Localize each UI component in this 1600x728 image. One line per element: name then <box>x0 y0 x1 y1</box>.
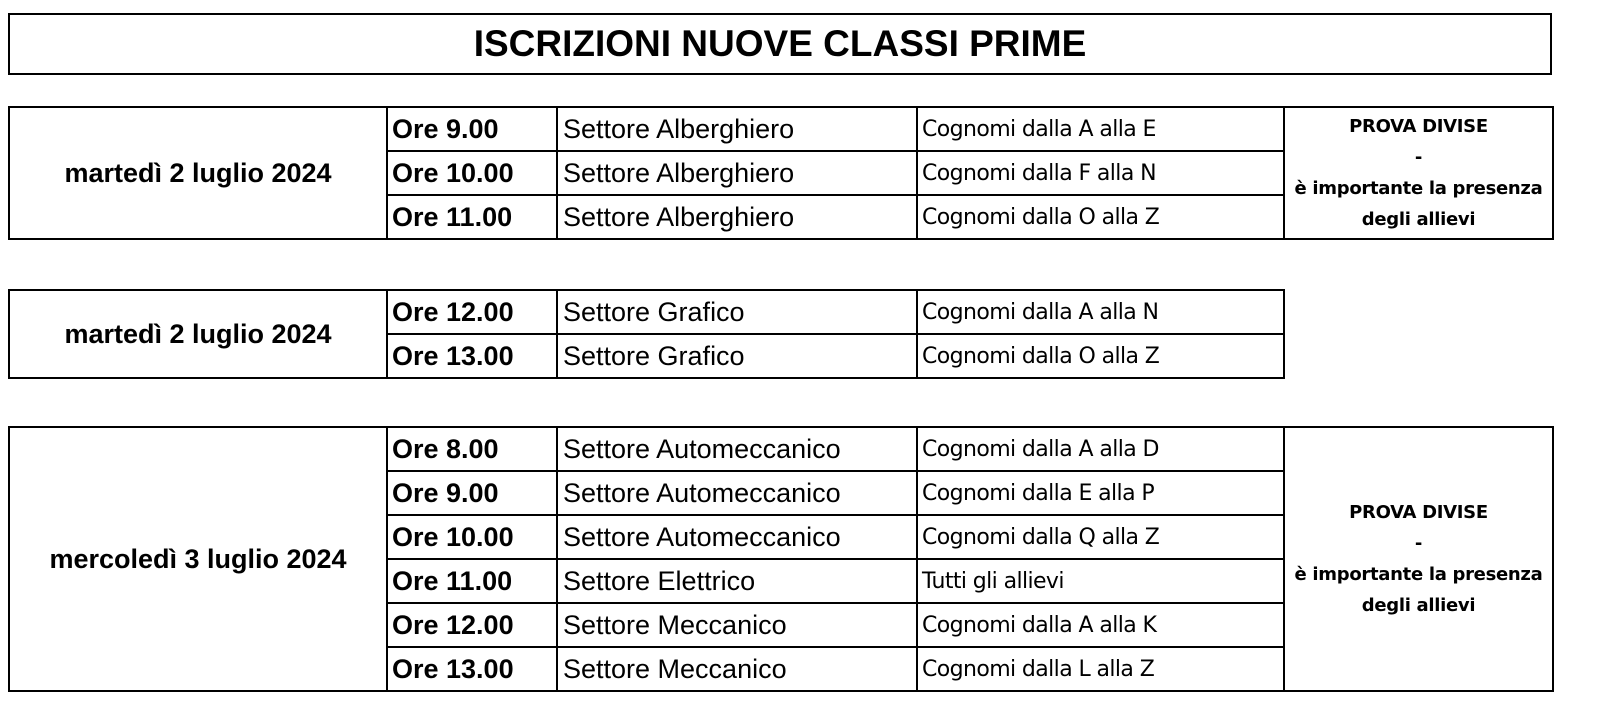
table-row <box>9 107 1553 151</box>
time-cell: Ore 9.00 <box>387 471 557 515</box>
time-cell: Ore 12.00 <box>387 603 557 647</box>
sector-cell: Settore Grafico <box>557 290 917 334</box>
time-cell: Ore 13.00 <box>387 334 557 378</box>
sector-cell: Settore Meccanico <box>557 603 917 647</box>
group-cell: Cognomi dalla A alla K <box>917 603 1284 647</box>
sector-cell: Settore Elettrico <box>557 559 917 603</box>
note-line: - <box>1414 533 1423 554</box>
date-cell: martedì 2 luglio 2024 <box>9 107 387 239</box>
note-line: PROVA DIVISE <box>1349 502 1488 523</box>
group-cell: Tutti gli allievi <box>917 559 1284 603</box>
sector-cell: Settore Alberghiero <box>557 151 917 195</box>
note-line: PROVA DIVISE <box>1349 116 1488 137</box>
note-line: degli allievi <box>1361 209 1476 230</box>
group-cell: Cognomi dalla O alla Z <box>917 334 1284 378</box>
group-cell: Cognomi dalla F alla N <box>917 151 1284 195</box>
time-cell: Ore 9.00 <box>387 107 557 151</box>
schedule-table-1 <box>8 106 1554 240</box>
group-cell: Cognomi dalla A alla N <box>917 290 1284 334</box>
note-line: è importante la presenza <box>1294 178 1543 199</box>
group-cell: Cognomi dalla E alla P <box>917 471 1284 515</box>
table-row <box>9 290 1284 334</box>
time-cell: Ore 13.00 <box>387 647 557 691</box>
note-line: degli allievi <box>1361 595 1476 616</box>
time-cell: Ore 11.00 <box>387 195 557 239</box>
sector-cell: Settore Automeccanico <box>557 515 917 559</box>
group-cell: Cognomi dalla L alla Z <box>917 647 1284 691</box>
sector-cell: Settore Alberghiero <box>557 195 917 239</box>
time-cell: Ore 11.00 <box>387 559 557 603</box>
sector-cell: Settore Alberghiero <box>557 107 917 151</box>
group-cell: Cognomi dalla O alla Z <box>917 195 1284 239</box>
group-cell: Cognomi dalla A alla E <box>917 107 1284 151</box>
date-cell: martedì 2 luglio 2024 <box>9 290 387 378</box>
note-cell <box>1284 427 1553 691</box>
page-title: ISCRIZIONI NUOVE CLASSI PRIME <box>8 13 1552 75</box>
sector-cell: Settore Automeccanico <box>557 471 917 515</box>
time-cell: Ore 10.00 <box>387 515 557 559</box>
group-cell: Cognomi dalla A alla D <box>917 427 1284 471</box>
note-cell <box>1284 107 1553 239</box>
note-line: - <box>1414 147 1423 168</box>
sector-cell: Settore Grafico <box>557 334 917 378</box>
time-cell: Ore 10.00 <box>387 151 557 195</box>
time-cell: Ore 12.00 <box>387 290 557 334</box>
date-cell: mercoledì 3 luglio 2024 <box>9 427 387 691</box>
sector-cell: Settore Meccanico <box>557 647 917 691</box>
time-cell: Ore 8.00 <box>387 427 557 471</box>
sector-cell: Settore Automeccanico <box>557 427 917 471</box>
note-line: è importante la presenza <box>1294 564 1543 585</box>
table-row <box>9 427 1553 471</box>
schedule-table-3 <box>8 426 1554 692</box>
schedule-table-2 <box>8 289 1285 379</box>
group-cell: Cognomi dalla Q alla Z <box>917 515 1284 559</box>
